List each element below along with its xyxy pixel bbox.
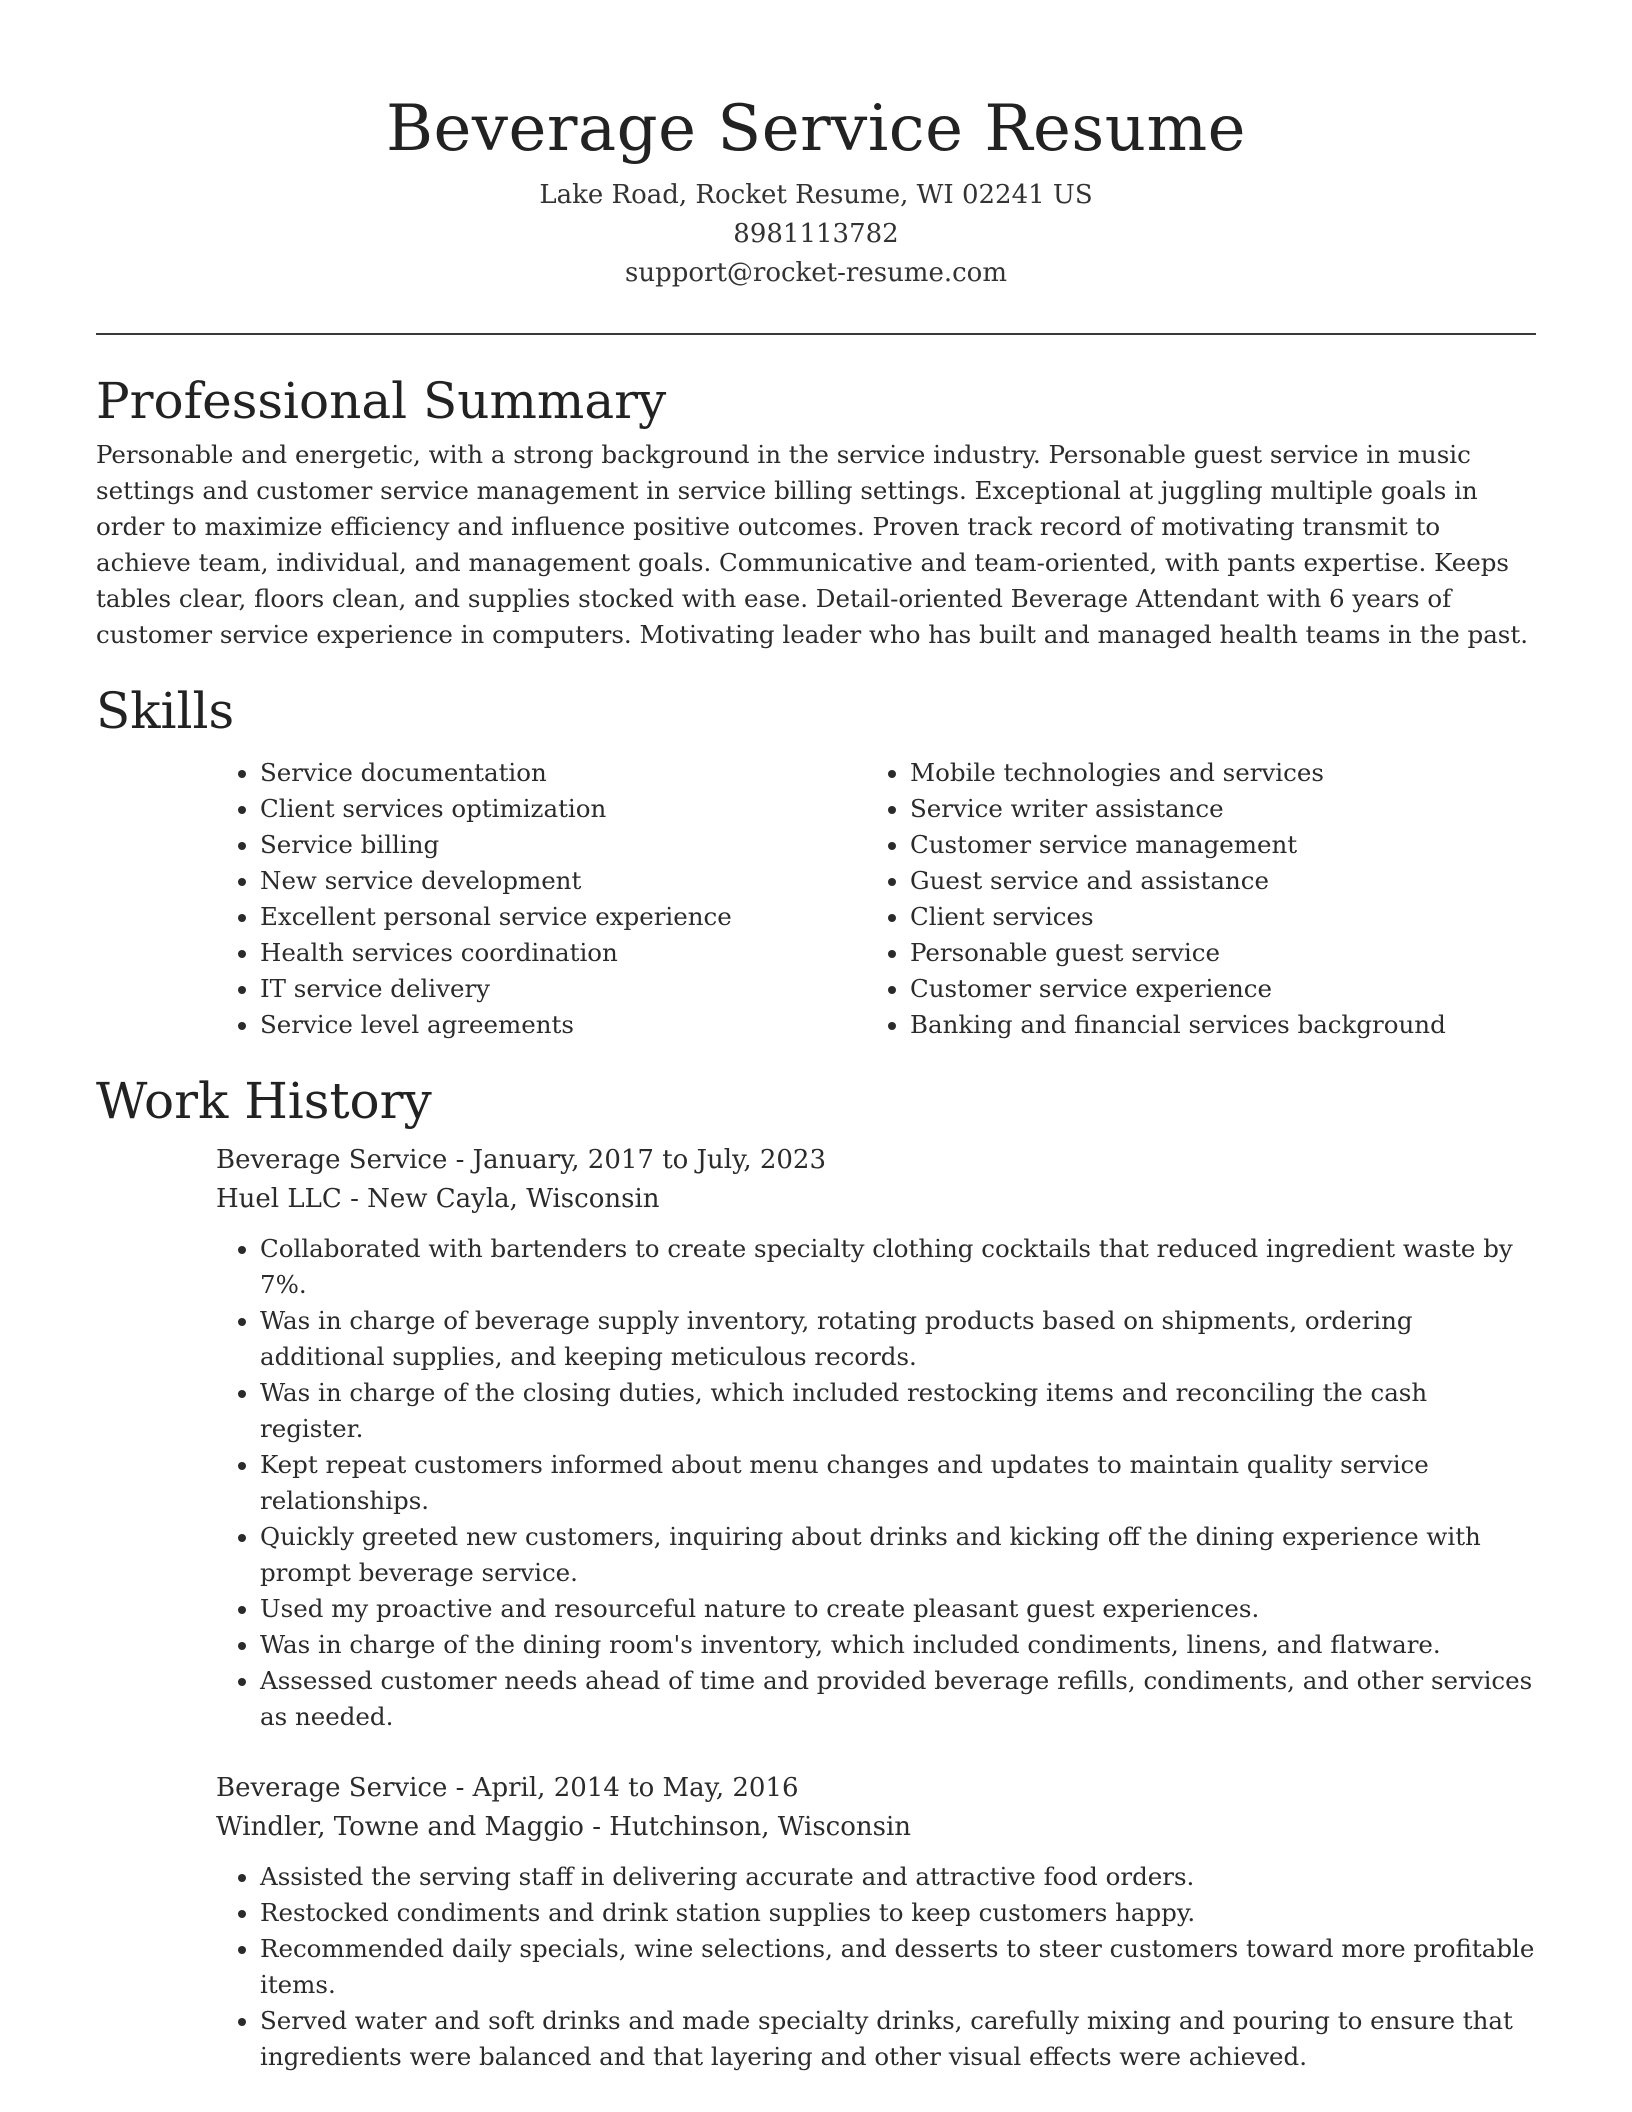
skill-item: • New service development [260,863,866,899]
skills-list-right [866,755,1516,1043]
job-duty: • Collaborated with bartenders to create specialty clothing cocktails that reduced ingredient waste by 7%. [260,1231,1536,1303]
summary-heading: Professional Summary [96,372,667,430]
summary-paragraph: Personable and energetic, with a strong background in the service industry. Personable guest service in music settings and customer service management in service billing settings. Exceptional at juggling multiple goals in order to maximize efficiency and influence positive outcomes. Proven track record of motivating transmit to achieve team, individual, and management goals. Communicative and team-oriented, with pants expertise. Keeps tables clear, floors clean, and supplies stocked with ease. Detail-oriented Beverage Attendant with 6 years of customer service experience in computers. Motivating leader who has built and managed health teams in the past. [96,440,1529,649]
skill-item: • Customer service management [910,827,1516,863]
job-title-dates: Beverage Service - April, 2014 to May, 2016 [216,1773,799,1803]
work-history-heading: Work History [96,1072,432,1130]
skill-item: • Excellent personal service experience [260,899,866,935]
skill-item: • Service level agreements [260,1007,866,1043]
job-title-dates: Beverage Service - January, 2017 to July, 2023 [216,1145,827,1175]
skill-item: • Service billing [260,827,866,863]
skill-item: • Guest service and assistance [910,863,1516,899]
job-duty: • Used my proactive and resourceful nature to create pleasant guest experiences. [260,1591,1536,1627]
contact-email: support@rocket-resume.com [624,258,1007,288]
job-duties-list [216,1231,1536,1735]
job-duties-list [216,1859,1536,2075]
job-company-location: Huel LLC - New Cayla, Wisconsin [216,1184,660,1214]
skill-item: • Health services coordination [260,935,866,971]
job-duty: • Was in charge of beverage supply inventory, rotating products based on shipments, ordering additional supplies, and keeping meticulous records. [260,1303,1536,1375]
job-duty: • Recommended daily specials, wine selections, and desserts to steer customers toward more profitable items. [260,1931,1536,2003]
skill-item: • Service writer assistance [910,791,1516,827]
skill-item: • Client services optimization [260,791,866,827]
job-header [216,1769,1536,1847]
contact-block [96,176,1536,293]
resume-title: Beverage Service Resume [385,92,1247,166]
resume-header [96,86,1536,293]
skill-item: • Service documentation [260,755,866,791]
contact-phone: 8981113782 [733,219,899,249]
job-duty: • Assisted the serving staff in delivering accurate and attractive food orders. [260,1859,1536,1895]
job-entry [216,1769,1536,2075]
job-duty: • Quickly greeted new customers, inquiring about drinks and kicking off the dining experience with prompt beverage service. [260,1519,1536,1591]
job-header [216,1141,1536,1219]
skills-heading: Skills [96,682,235,740]
skill-item: • Banking and financial services background [910,1007,1516,1043]
skill-item: • Mobile technologies and services [910,755,1516,791]
job-company-location: Windler, Towne and Maggio - Hutchinson, Wisconsin [216,1812,912,1842]
job-duty: • Restocked condiments and drink station supplies to keep customers happy. [260,1895,1536,1931]
skill-item: • Client services [910,899,1516,935]
skill-item: • Personable guest service [910,935,1516,971]
work-history-section [96,1069,1536,2075]
skills-section [96,679,1536,1043]
summary-section [96,369,1536,653]
job-duty: • Was in charge of the dining room's inventory, which included condiments, linens, and flatware. [260,1627,1536,1663]
skills-list-left [216,755,866,1043]
job-entry [216,1141,1536,1735]
header-divider [96,333,1536,335]
skill-item: • IT service delivery [260,971,866,1007]
job-duty: • Was in charge of the closing duties, which included restocking items and reconciling the cash register. [260,1375,1536,1447]
skills-grid [216,755,1536,1043]
job-duty: • Kept repeat customers informed about menu changes and updates to maintain quality service relationships. [260,1447,1536,1519]
job-duty: • Assessed customer needs ahead of time and provided beverage refills, condiments, and other services as needed. [260,1663,1536,1735]
contact-address: Lake Road, Rocket Resume, WI 02241 US [539,180,1093,210]
skill-item: • Customer service experience [910,971,1516,1007]
job-duty: • Served water and soft drinks and made specialty drinks, carefully mixing and pouring to ensure that ingredients were balanced and that layering and other visual effects were achieved. [260,2003,1536,2075]
resume-page [96,0,1536,2075]
